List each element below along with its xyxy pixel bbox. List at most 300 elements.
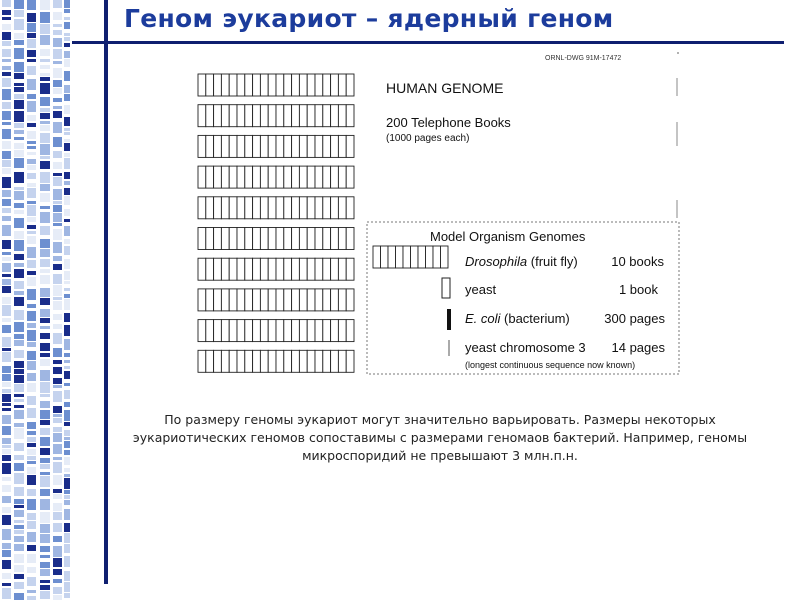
barcode-band <box>14 263 24 267</box>
book-icon <box>245 228 253 250</box>
barcode-band <box>14 473 24 484</box>
barcode-band <box>2 263 11 272</box>
barcode-band <box>14 423 24 427</box>
barcode-band <box>53 569 62 575</box>
book-icon <box>253 197 261 219</box>
book-icon <box>237 350 245 372</box>
human-genome-bookshelf <box>198 74 354 372</box>
organism-suffix: (bacterium) <box>500 311 570 326</box>
barcode-band <box>2 41 11 46</box>
book-icon <box>206 74 214 96</box>
book-icon <box>268 197 276 219</box>
barcode-band <box>2 588 11 599</box>
book-icon <box>331 228 339 250</box>
barcode-band <box>64 468 70 472</box>
book-icon <box>284 228 292 250</box>
book-icon <box>284 105 292 127</box>
barcode-band <box>2 10 11 15</box>
book-icon <box>253 228 261 250</box>
book-icon <box>299 166 307 188</box>
book-icon <box>299 135 307 157</box>
book-icon <box>214 258 222 280</box>
barcode-band <box>40 77 50 81</box>
barcode-band <box>40 97 50 106</box>
barcode-band <box>14 565 24 572</box>
bookshelf-row <box>198 320 354 342</box>
barcode-band <box>2 59 11 62</box>
barcode-band <box>14 0 24 9</box>
barcode-band <box>2 529 11 540</box>
barcode-band <box>40 125 50 131</box>
book-icon <box>346 197 354 219</box>
book-icon <box>388 246 396 268</box>
book-icon <box>253 320 261 342</box>
barcode-band <box>2 485 11 492</box>
barcode-band <box>2 225 11 236</box>
barcode-band <box>27 188 36 198</box>
barcode-band <box>40 269 50 273</box>
barcode-band <box>40 353 50 357</box>
barcode-band <box>64 128 70 131</box>
barcode-band <box>53 595 62 600</box>
book-icon <box>299 350 307 372</box>
barcode-band <box>14 83 24 86</box>
barcode-band <box>27 590 36 593</box>
barcode-band <box>14 48 24 59</box>
barcode-band <box>27 131 36 139</box>
barcode-band <box>64 360 70 363</box>
barcode-band <box>64 422 70 426</box>
barcode-band <box>14 375 24 383</box>
book-icon <box>284 197 292 219</box>
book-icon <box>221 166 229 188</box>
barcode-band <box>27 431 36 435</box>
book-icon <box>299 105 307 127</box>
barcode-band <box>53 503 62 511</box>
book-icon <box>292 258 300 280</box>
barcode-band <box>27 23 36 32</box>
barcode-band <box>64 17 70 20</box>
barcode-band <box>14 254 24 260</box>
book-icon <box>433 246 441 268</box>
book-icon <box>198 166 206 188</box>
book-icon <box>198 320 206 342</box>
book-icon <box>346 166 354 188</box>
barcode-band <box>27 277 36 286</box>
book-icon <box>260 258 268 280</box>
book-icon <box>411 246 419 268</box>
barcode-band <box>27 225 36 229</box>
book-icon <box>373 246 381 268</box>
book-icon <box>307 105 315 127</box>
book-icon <box>323 228 331 250</box>
book-icon <box>323 258 331 280</box>
barcode-band <box>27 437 36 442</box>
barcode-band <box>27 50 36 57</box>
book-icon <box>260 166 268 188</box>
barcode-band <box>53 475 62 485</box>
barcode-band <box>14 410 24 419</box>
book-icon <box>441 246 449 268</box>
organism-yeast-chromosome <box>465 340 586 355</box>
barcode-band <box>64 226 70 236</box>
barcode-band <box>14 574 24 579</box>
barcode-band <box>14 187 24 190</box>
book-icon <box>338 105 346 127</box>
barcode-band <box>14 544 24 551</box>
barcode-band <box>2 49 11 57</box>
book-icon <box>346 105 354 127</box>
book-icon <box>323 320 331 342</box>
barcode-band <box>64 105 70 114</box>
barcode-band <box>64 33 70 36</box>
barcode-band <box>53 151 62 158</box>
barcode-band <box>14 340 24 346</box>
book-icon <box>315 289 323 311</box>
book-icon <box>307 166 315 188</box>
barcode-band <box>27 217 36 222</box>
barcode-band <box>14 191 24 200</box>
barcode-band <box>14 530 24 534</box>
barcode-band <box>2 382 11 387</box>
barcode-band <box>27 33 36 38</box>
book-icon <box>418 246 426 268</box>
drosophila-books-icon <box>373 246 448 268</box>
barcode-band <box>14 123 24 128</box>
barcode-band <box>64 153 70 157</box>
barcode-band <box>53 494 62 499</box>
book-icon <box>346 258 354 280</box>
book-icon <box>260 228 268 250</box>
barcode-band <box>40 458 50 463</box>
barcode-band <box>2 389 11 393</box>
barcode-band <box>2 305 11 316</box>
barcode-band <box>27 330 36 341</box>
barcode-band <box>64 288 70 291</box>
book-icon <box>292 74 300 96</box>
barcode-band <box>2 111 11 120</box>
barcode-band <box>14 350 24 358</box>
barcode-band <box>40 591 50 599</box>
barcode-band <box>64 478 70 489</box>
organism-name: Drosophila <box>465 254 528 269</box>
organism-name: yeast <box>465 282 497 297</box>
bookshelf-row <box>198 228 354 250</box>
book-icon <box>245 289 253 311</box>
barcode-band <box>40 524 50 533</box>
book-icon <box>206 320 214 342</box>
book-icon <box>229 74 237 96</box>
book-icon <box>237 258 245 280</box>
barcode-band <box>64 582 70 592</box>
book-icon <box>214 320 222 342</box>
barcode-band <box>53 348 62 357</box>
barcode-band <box>27 554 36 563</box>
barcode-band <box>64 219 70 222</box>
barcode-band <box>53 462 62 473</box>
barcode-band <box>53 546 62 557</box>
book-icon <box>338 258 346 280</box>
barcode-band <box>27 373 36 381</box>
barcode-band <box>2 160 11 167</box>
barcode-band <box>64 0 70 8</box>
book-icon <box>260 197 268 219</box>
organism-size: 14 pages <box>611 340 665 355</box>
book-icon <box>221 135 229 157</box>
book-icon <box>221 74 229 96</box>
book-icon <box>237 74 245 96</box>
barcode-band <box>2 122 11 125</box>
barcode-band <box>2 496 11 503</box>
barcode-band <box>53 274 62 284</box>
barcode-band <box>14 520 24 523</box>
barcode-band <box>64 299 70 310</box>
barcode-band <box>27 13 36 22</box>
book-icon <box>260 320 268 342</box>
barcode-band <box>14 150 24 157</box>
book-icon <box>292 289 300 311</box>
barcode-band <box>14 143 24 149</box>
book-icon <box>299 228 307 250</box>
book-icon <box>245 105 253 127</box>
bookshelf-row <box>198 350 354 372</box>
book-icon <box>284 320 292 342</box>
barcode-band <box>2 415 11 424</box>
barcode-band <box>27 146 36 149</box>
book-icon <box>206 350 214 372</box>
barcode-band <box>2 560 11 569</box>
book-icon <box>346 228 354 250</box>
barcode-band <box>27 201 36 204</box>
barcode-band <box>40 239 50 248</box>
book-icon <box>214 74 222 96</box>
barcode-band <box>40 382 50 393</box>
barcode-band <box>40 24 50 34</box>
barcode-band <box>27 475 36 485</box>
book-icon <box>253 105 261 127</box>
barcode-band <box>27 247 36 258</box>
barcode-band <box>53 418 62 423</box>
barcode-band <box>53 122 62 133</box>
barcode-band <box>14 203 24 208</box>
barcode-band <box>53 391 62 402</box>
book-icon <box>323 135 331 157</box>
book-icon <box>315 74 323 96</box>
barcode-band <box>40 133 50 143</box>
barcode-band <box>40 113 50 119</box>
barcode-band <box>14 593 24 600</box>
book-icon <box>323 105 331 127</box>
barcode-band <box>27 311 36 321</box>
barcode-band <box>14 428 24 439</box>
footnote: (longest continuous sequence now known) <box>465 360 636 370</box>
barcode-band <box>40 121 50 124</box>
barcode-band <box>64 450 70 455</box>
barcode-band <box>2 168 11 174</box>
book-icon <box>315 350 323 372</box>
barcode-band <box>64 139 70 142</box>
barcode-band <box>14 369 24 374</box>
book-icon <box>331 289 339 311</box>
barcode-band <box>14 510 24 517</box>
barcode-band <box>2 352 11 362</box>
book-icon <box>253 350 261 372</box>
book-icon <box>307 289 315 311</box>
barcode-band <box>40 184 50 191</box>
barcode-band <box>53 201 62 204</box>
book-icon <box>292 105 300 127</box>
barcode-band <box>27 141 36 144</box>
book-icon <box>346 74 354 96</box>
barcode-band <box>27 289 36 300</box>
barcode-band <box>53 457 62 460</box>
barcode-band <box>53 98 62 102</box>
book-icon <box>214 135 222 157</box>
barcode-band <box>14 100 24 109</box>
book-icon <box>338 135 346 157</box>
book-icon <box>253 135 261 157</box>
barcode-band <box>64 239 70 244</box>
barcode-band <box>27 260 36 268</box>
book-icon <box>331 135 339 157</box>
book-icon <box>221 228 229 250</box>
book-icon <box>284 289 292 311</box>
barcode-band <box>14 384 24 392</box>
book-icon <box>229 258 237 280</box>
book-icon <box>237 289 245 311</box>
barcode-band <box>14 73 24 79</box>
barcode-band <box>40 333 50 339</box>
book-icon <box>253 166 261 188</box>
barcode-band <box>2 325 11 333</box>
barcode-band <box>53 173 62 176</box>
book-icon <box>276 289 284 311</box>
book-icon <box>229 289 237 311</box>
barcode-band <box>40 73 50 76</box>
barcode-band <box>53 558 62 567</box>
barcode-band <box>27 596 36 600</box>
book-icon <box>221 320 229 342</box>
book-icon <box>214 350 222 372</box>
barcode-band <box>64 437 70 440</box>
barcode-band <box>53 324 62 329</box>
barcode-band <box>64 383 70 386</box>
barcode-band <box>64 9 70 13</box>
book-icon <box>276 197 284 219</box>
barcode-band <box>53 378 62 384</box>
barcode-band <box>53 579 62 583</box>
barcode-band <box>27 183 36 187</box>
book-icon <box>214 228 222 250</box>
barcode-band <box>64 259 70 269</box>
book-icon <box>403 246 411 268</box>
barcode-band <box>64 353 70 357</box>
barcode-band <box>64 441 70 448</box>
book-icon <box>260 289 268 311</box>
barcode-band <box>40 161 50 169</box>
barcode-band <box>40 476 50 487</box>
book-icon <box>307 74 315 96</box>
book-icon <box>338 289 346 311</box>
barcode-band <box>2 449 11 454</box>
book-icon <box>292 135 300 157</box>
barcode-band <box>40 212 50 223</box>
barcode-band <box>40 12 50 23</box>
barcode-band <box>14 218 24 228</box>
barcode-band <box>40 343 50 351</box>
book-icon <box>315 197 323 219</box>
book-icon <box>276 135 284 157</box>
barcode-band <box>27 236 36 244</box>
book-icon <box>381 246 389 268</box>
barcode-band <box>53 213 62 222</box>
book-icon <box>315 135 323 157</box>
barcode-band <box>40 288 50 297</box>
book-icon <box>323 289 331 311</box>
barcode-band <box>64 339 70 350</box>
organism-name: yeast chromosome 3 <box>465 340 586 355</box>
barcode-band <box>27 342 36 347</box>
barcode-band <box>14 240 24 251</box>
barcode-band <box>53 360 62 364</box>
barcode-band <box>27 94 36 99</box>
book-icon <box>323 166 331 188</box>
barcode-band <box>53 38 62 47</box>
barcode-band <box>14 525 24 529</box>
barcode-band <box>14 463 24 471</box>
barcode-band <box>64 196 70 205</box>
barcode-band <box>53 68 62 78</box>
barcode-band <box>64 281 70 284</box>
barcode-band <box>40 437 50 446</box>
barcode-band <box>27 39 36 48</box>
barcode-band <box>14 536 24 542</box>
slide-caption: По размеру геномы эукариот могут значительно варьировать. Размеры некоторых эукариотических геномов сопоставимы с размерами геномаов бактерий. Например, геномы микроспоридий не превышают 3 млн.п.н. <box>132 412 748 463</box>
barcode-band <box>27 304 36 308</box>
barcode-band <box>2 366 11 373</box>
barcode-band <box>14 19 24 30</box>
barcode-band <box>2 403 11 406</box>
book-icon <box>214 105 222 127</box>
book-icon <box>245 74 253 96</box>
barcode-band <box>53 162 62 169</box>
barcode-band <box>14 443 24 451</box>
barcode-band <box>14 291 24 295</box>
book-icon <box>268 289 276 311</box>
barcode-band <box>27 101 36 112</box>
barcode-band <box>64 85 70 93</box>
book-icon <box>346 289 354 311</box>
barcode-band <box>40 401 50 408</box>
book-icon <box>276 258 284 280</box>
barcode-band <box>27 159 36 164</box>
book-icon <box>229 350 237 372</box>
barcode-band <box>2 573 11 579</box>
barcode-band <box>53 61 62 64</box>
barcode-band <box>64 402 70 407</box>
book-icon <box>284 166 292 188</box>
barcode-band <box>53 111 62 118</box>
book-icon <box>323 350 331 372</box>
barcode-band <box>40 83 50 94</box>
book-icon <box>331 74 339 96</box>
barcode-band <box>64 43 70 47</box>
barcode-band <box>64 313 70 322</box>
barcode-band <box>53 24 62 27</box>
barcode-band <box>14 111 24 122</box>
barcode-band <box>2 374 11 381</box>
barcode-band <box>40 59 50 62</box>
